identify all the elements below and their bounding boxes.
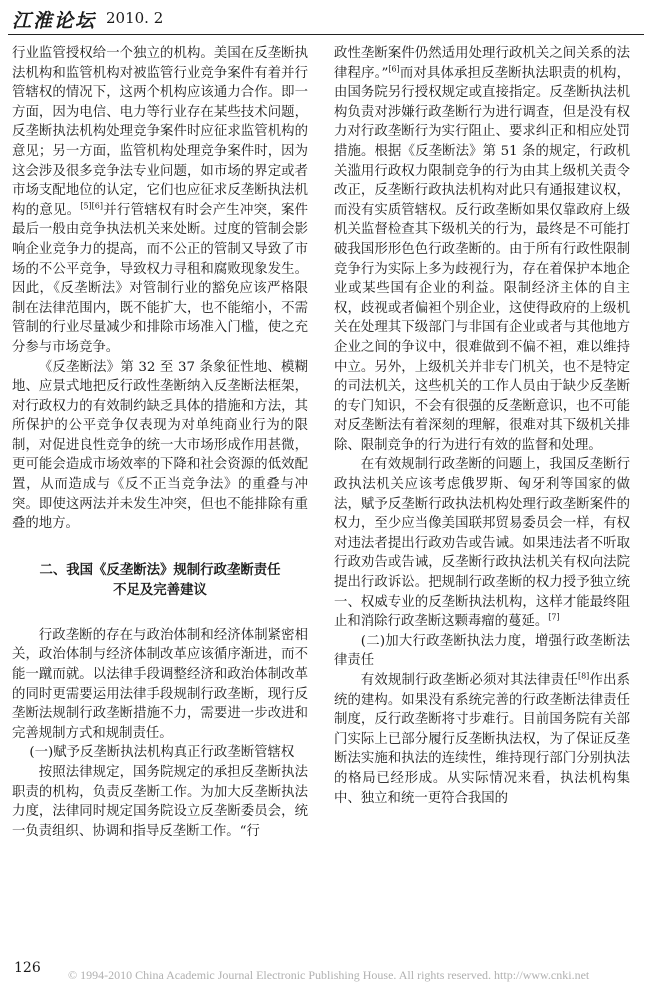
- paragraph: 行政垄断的存在与政治体制和经济体制紧密相关，政治体制与经济体制改革应该循序渐进，而不能一蹴而就。以法律手段调整经济和政治体制改革的同时更需要运用法律手段规制行政垄断，现行反垄断法规制行政垄断措施不力，需要进一步改进和完善规制方式和规制责任。: [12, 627, 308, 741]
- copyright-footer: © 1994-2010 China Academic Journal Electronic Publishing House. All rights reserved. http://www.cnki.net: [68, 968, 590, 982]
- paragraph: 《反垄断法》第 32 至 37 条象征性地、模糊地、应景式地把反行政性垄断纳入反垄断法框架，对行政权力的有效制约缺乏具体的措施和方法，其所保护的公平竞争仅表现为对单纯商业行为的限制，对促进良性竞争的统一大市场形成作用甚微，更可能会造成市场效率的下降和社会资源的低效配置，从而造成与《反不正当竞争法》的重叠与冲突。即使这两法并未发生冲突，但也不能排除有重叠的地方。: [12, 359, 308, 532]
- paragraph: 在有效规制行政垄断的问题上，我国反垄断行政执法机关应该考虑俄罗斯、匈牙利等国家的做法，赋予反垄断行政执法机构处理行政垄断案件的权力，至少应当像美国联邦贸易委员会一样，有权对违法者提出行政劝告或告诫。如果违法者不听取行政劝告或告诫，反垄断行政执法机关有权向法院提出行政诉讼。把规制行政垄断的权力授予独立统一、权威专业的反垄断执法机构，这样才能最终阻止和消除行政垄断这颗毒瘤的蔓延。[7]: [334, 457, 630, 630]
- paragraph: 行业监管授权给一个独立的机构。美国在反垄断执法机构和监管机构对被监管行业竞争案件有着并行管辖权的情况下，这两个机构应该通力合作。即一方面，因为电信、电力等行业存在某些技术问题，反垄断执法机构处理竞争案件时应征求监管机构的意见；另一方面，监管机构处理竞争案件时，因为这会涉及很多竞争法专业问题，如市场的界定或者市场支配地位的认定，它们也应征求反垄断执法机构的意见。[5][6]并行管辖权有时会产生冲突，案件最后一般由竞争执法机关来处断。过度的管制会影响企业竞争力的提高，而不公正的管制又导致了市场的不公平竞争，导致权力寻租和腐败现象发生。因此，《反垄断法》对管制行业的豁免应该严格限制在法律范围内，既不能扩大，也不能缩小，不需管制的行业尽量减少和排除市场准入门槛，使之充分参与市场竞争。: [12, 46, 309, 355]
- citation: [5][6]: [80, 201, 104, 211]
- paragraph: 政性垄断案件仍然适用处理行政机关之间关系的法律程序。”[6]而对具体承担反垄断执法职责的机构，由国务院另行授权规定或直接指定。反垄断执法机构负责对涉嫌行政垄断行为进行调查，但是没有权力对行政垄断行为实行阻止、要求纠正和相应处罚措施。根据《反垄断法》第 51 条的规定，行政机关滥用行政权力限制竞争的行为由其上级机关责令改正，反垄断行政执法机构对此只有通报建议权，而没有实质管辖权。反行政垄断如果仅靠政府上级机关监督检查其下级机关的行为，最终是不可能打破我国形形色色行政垄断的。由于所有行政性限制竞争行为实际上多为歧视行为，存在着保护本地企业或某些国有企业的利益。限制经济主体的自主权，歧视或者偏袒个别企业，这使得政府的上级机关在处理其下级部门与非国有企业或者与其他地方企业之间的争议中，很难做到不偏不袒，难以维持中立。另外，上级机关并非专门机关，也不是特定的司法机关，这些机关的工作人员由于缺少反垄断的专门知识，不会有很强的反垄断意识，也不可能对反垄断法有着深刻的理解，很难对其下级机关排除、限制竞争的行为进行有效的监督和处理。: [334, 46, 630, 453]
- paragraph: 按照法律规定，国务院规定的承担反垄断执法职责的机构，负责反垄断工作。为加大反垄断执法力度，法律同时规定国务院设立反垄断委员会，统一负责组织、协调和指导反垄断工作。“行: [12, 765, 308, 839]
- left-column: [12, 44, 308, 841]
- header-rule: [8, 34, 644, 35]
- right-column: [334, 44, 630, 808]
- citation: [7]: [548, 612, 560, 622]
- journal-name: 江淮论坛: [12, 10, 97, 32]
- page-header: [8, 6, 648, 30]
- paragraph: 有效规制行政垄断必须对其法律责任[8]作出系统的建构。如果没有系统完善的行政垄断法律责任制度，反行政垄断将寸步难行。目前国务院有关部门实际上已部分履行反垄断执法权，为了保证反垄断法实施和执法的连续性，维持现行部门分别执法的格局已经形成。从实际情况来看，执法机构集中、独立和统一更符合我国的: [334, 671, 631, 806]
- subsection-heading: (二)加大行政垄断执法力度，增强行政垄断法律责任: [334, 633, 630, 669]
- section-heading: 二、我国《反垄断法》规制行政垄断责任 不足及完善建议: [39, 561, 281, 598]
- citation: [8]: [577, 671, 590, 681]
- issue-number: 2010. 2: [106, 9, 164, 27]
- page-number: 126: [14, 960, 41, 976]
- subsection-heading: (一)赋予反垄断执法机构真正行政垄断管辖权: [29, 745, 295, 761]
- citation: [6]: [388, 64, 400, 74]
